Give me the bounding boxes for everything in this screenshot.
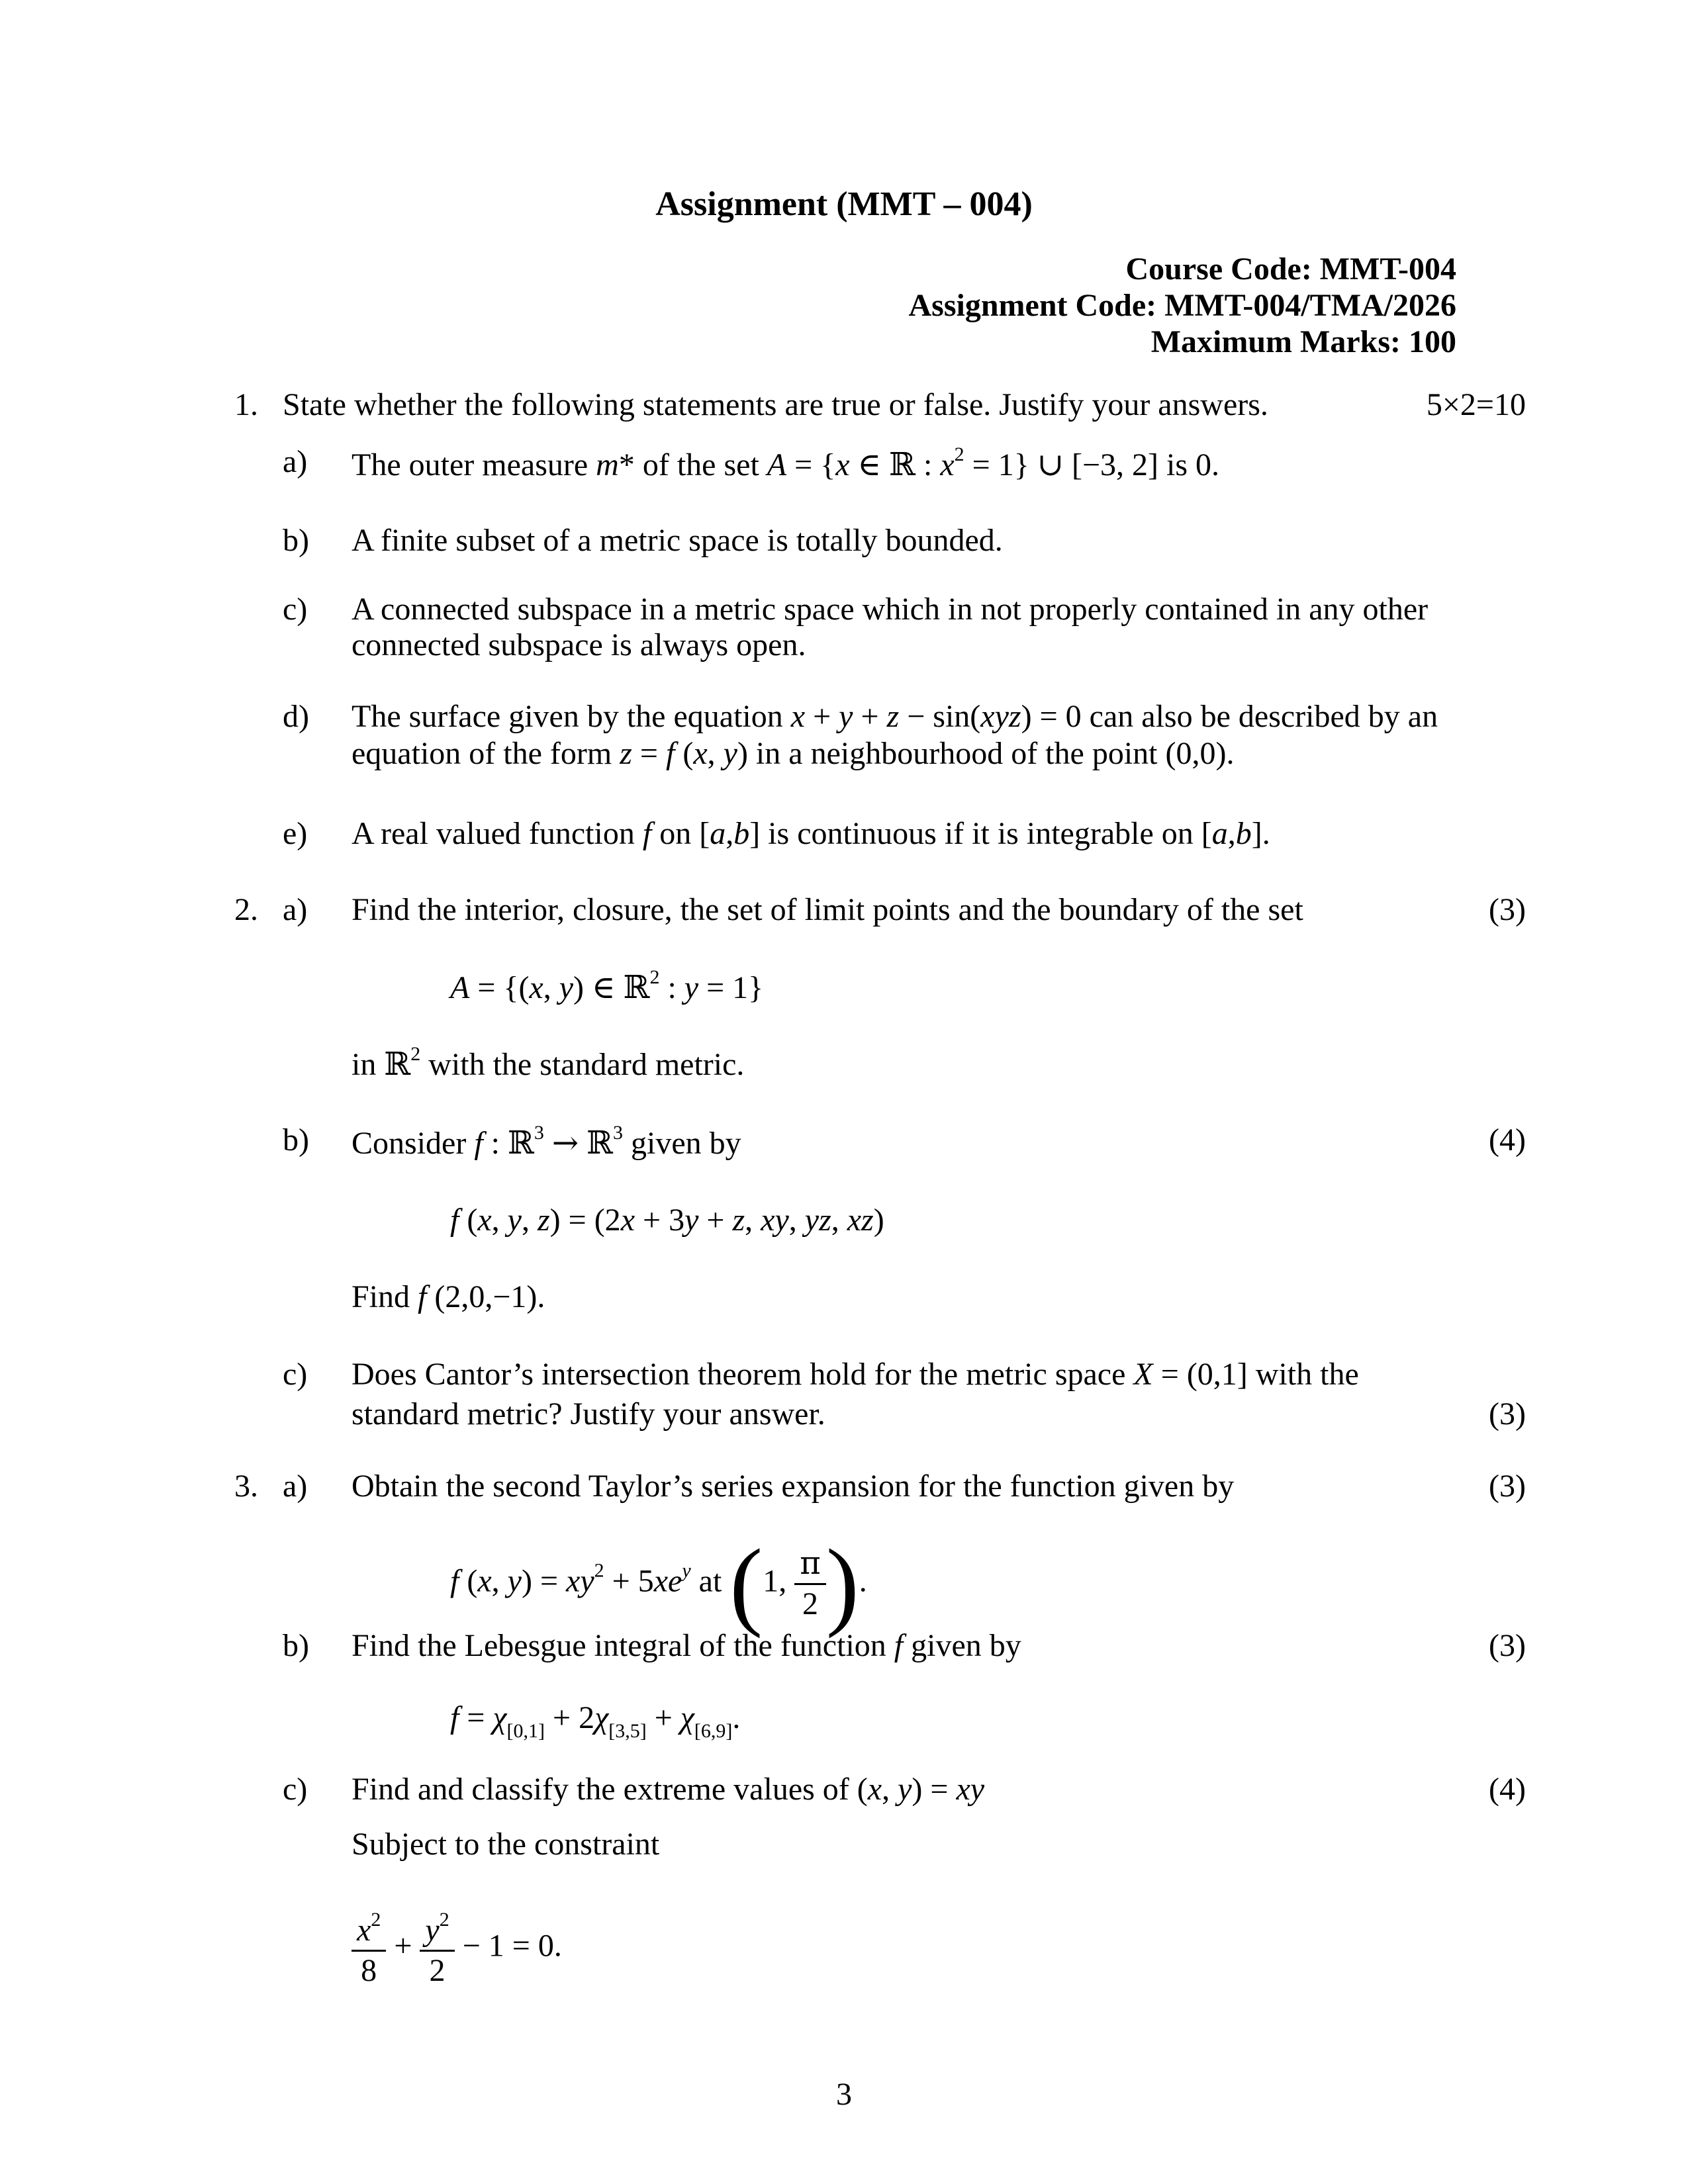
q3-part-a-text: Obtain the second Taylor’s series expansion for the function given by bbox=[352, 1469, 1235, 1504]
q1-part-c-text-line1: A connected subspace in a metric space which in not properly contained in any other bbox=[352, 592, 1429, 627]
q3-number: 3. bbox=[234, 1469, 258, 1504]
assignment-code: Assignment Code: MMT-004/TMA/2026 bbox=[908, 288, 1456, 323]
q1-part-a-letter: a) bbox=[283, 444, 308, 479]
q1-part-c-text-line2: connected subspace is always open. bbox=[352, 627, 806, 662]
q1-part-d-text-line2: equation of the form z = f (x, y) in a neighbourhood of the point (0,0). bbox=[352, 736, 1235, 771]
header-block bbox=[908, 251, 1456, 360]
q1-part-b-letter: b) bbox=[283, 523, 309, 558]
q2-part-c-marks: (3) bbox=[1489, 1396, 1526, 1432]
q1-part-c-letter: c) bbox=[283, 592, 308, 627]
q3-part-b-letter: b) bbox=[283, 1628, 309, 1663]
q1-number: 1. bbox=[234, 387, 258, 422]
q2-part-b-tail: Find f (2,0,−1). bbox=[352, 1279, 545, 1314]
q1-part-d-text-line1: The surface given by the equation x + y + z − sin(xyz) = 0 can also be described by an bbox=[352, 699, 1438, 734]
q2-part-c-letter: c) bbox=[283, 1357, 308, 1392]
q3-part-c-subject-text: Subject to the constraint bbox=[352, 1827, 660, 1862]
q1-part-e-text: A real valued function f on [a,b] is continuous if it is integrable on [a,b]. bbox=[352, 816, 1270, 851]
q3-part-c-constraint-equation: $\frac{x^2}{8}$ + $\frac{y^2}{2}$ − 1 = 0. bbox=[352, 1909, 562, 1988]
q2-part-c-text-line1: Does Cantor’s intersection theorem hold for the metric space X = (0,1] with the bbox=[352, 1357, 1359, 1392]
q3-part-b-equation: $f = \chi_{[0,1]} + 2\chi_{[3,5]} + \chi_{[6,9]}$. bbox=[450, 1700, 741, 1742]
q2-part-a-letter: a) bbox=[283, 892, 308, 927]
q2-part-b-marks: (4) bbox=[1489, 1122, 1526, 1158]
q2-part-a-equation: A = {(x, y) ∈ ℝ$^2$ : y = 1} bbox=[450, 966, 764, 1006]
page-title: Assignment (MMT – 004) bbox=[655, 185, 1033, 223]
q3-part-b-marks: (3) bbox=[1489, 1628, 1526, 1663]
q3-part-b-text: Find the Lebesgue integral of the function f given by bbox=[352, 1628, 1021, 1663]
q3-part-a-equation: f (x, $y) = xy^2 + 5xe^y$ at (1, $\frac{\pi}{2}$ ). bbox=[450, 1529, 867, 1639]
page-number: 3 bbox=[836, 2077, 852, 2112]
q2-part-c-text-line2: standard metric? Justify your answer. bbox=[352, 1396, 825, 1432]
q1-part-b-text: A finite subset of a metric space is totally bounded. bbox=[352, 523, 1003, 558]
q2-part-b-equation: f (x, y, z) = (2x + 3y + z, xy, yz, xz) bbox=[450, 1203, 884, 1238]
maximum-marks: Maximum Marks: 100 bbox=[1150, 324, 1456, 359]
q1-part-a-text: The outer measure m* of the set A = {x ∈ ℝ : $x^2 = 1$} ∪ [−3, 2] is 0. bbox=[352, 443, 1220, 483]
q3-part-c-marks: (4) bbox=[1489, 1772, 1526, 1807]
q2-number: 2. bbox=[234, 892, 258, 927]
course-code: Course Code: MMT-004 bbox=[1125, 251, 1456, 287]
q1-part-e-letter: e) bbox=[283, 816, 308, 851]
q2-part-a-tail: in ℝ$^2$ with the standard metric. bbox=[352, 1043, 745, 1083]
q3-part-a-marks: (3) bbox=[1489, 1469, 1526, 1504]
q3-part-c-text: Find and classify the extreme values of (x, y) = xy bbox=[352, 1772, 985, 1807]
q1-marks: 5×2=10 bbox=[1426, 387, 1526, 422]
q2-part-b-text: Consider f : ℝ$^3$ → ℝ$^3$ given by bbox=[352, 1122, 741, 1161]
q3-part-c-letter: c) bbox=[283, 1772, 308, 1807]
q1-part-d-letter: d) bbox=[283, 699, 309, 734]
q3-part-a-letter: a) bbox=[283, 1469, 308, 1504]
q1-intro-text: State whether the following statements are true or false. Justify your answers. bbox=[283, 387, 1268, 422]
q2-part-b-letter: b) bbox=[283, 1122, 309, 1158]
q2-part-a-text: Find the interior, closure, the set of limit points and the boundary of the set bbox=[352, 892, 1303, 927]
q2-part-a-marks: (3) bbox=[1489, 892, 1526, 927]
